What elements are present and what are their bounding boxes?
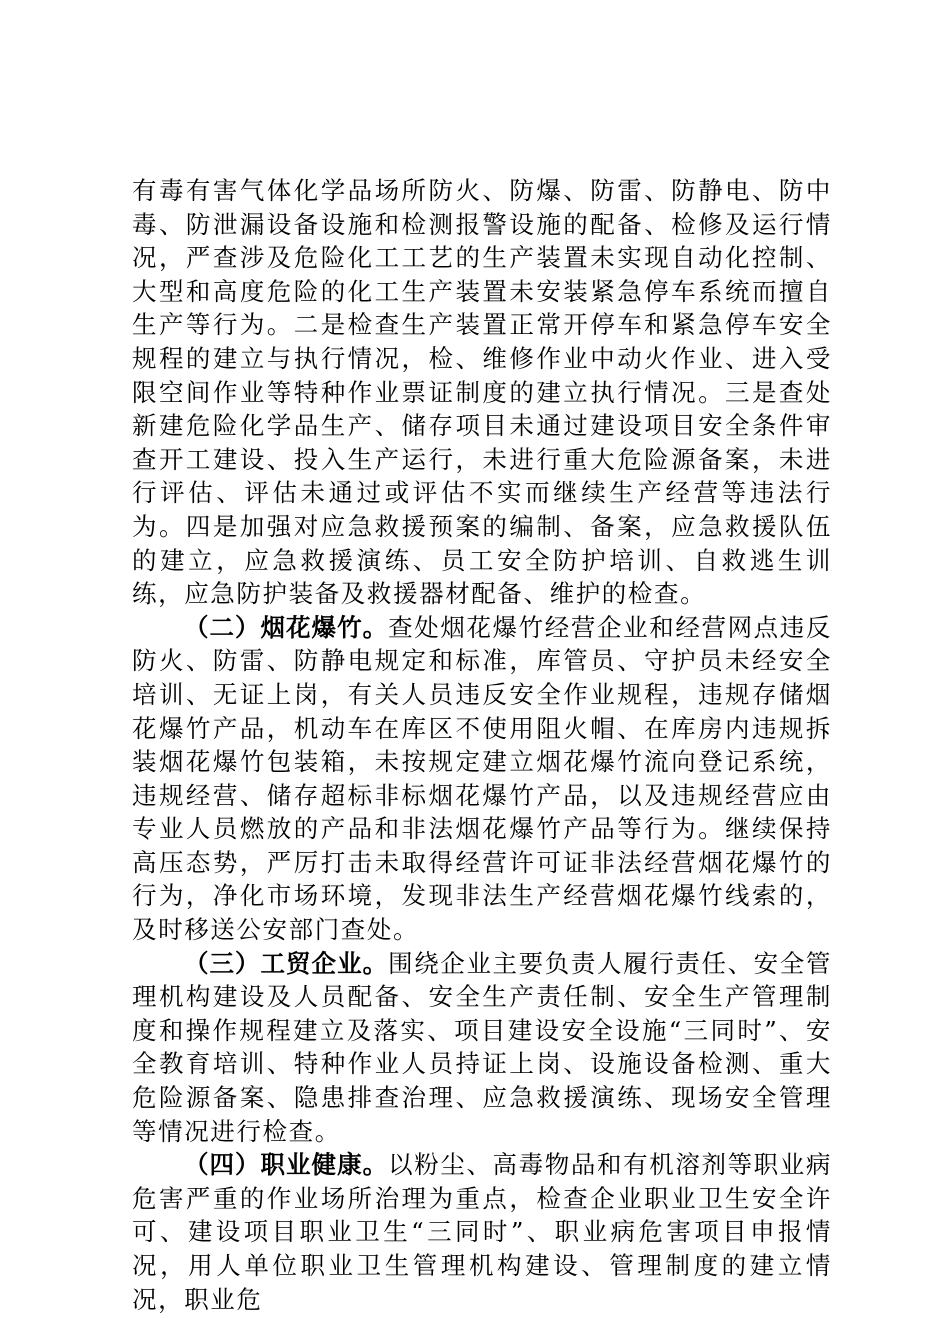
paragraph-text: 有毒有害气体化学品场所防火、防爆、防雷、防静电、防中毒、防泄漏设备设施和检测报警设施的配备、检修及运行情况，严查涉及危险化工工艺的生产装置未实现自动化控制、大型和高度危险的化工生产装置未安装紧急停车系统而擅自生产等行为。二是检查生产装置正常开停车和紧急停车安全规程的建立与执行情况，检、维修作业中动火作业、进入受限空间作业等特种作业票证制度的建立执行情况。三是查处新建危险化学品生产、储存项目未通过建设项目安全条件审查开工建设、投入生产运行，未进行重大危险源备案，未进行评估、评估未通过或评估不实而继续生产经营等违法行为。四是加强对应急救援预案的编制、备案，应急救援队伍的建立，应急救援演练、员工安全防护培训、自救逃生训练，应急防护装备及救援器材配备、维护的检查。 [132,176,832,609]
paragraph-fireworks [132,611,832,947]
paragraph-occupational-health [132,1148,832,1316]
paragraph-industry-trade [132,947,832,1149]
paragraph-text: 查处烟花爆竹经营企业和经营网点违反防火、防雷、防静电规定和标准，库管员、守护员未经安全培训、无证上岗，有关人员违反安全作业规程，违规存储烟花爆竹产品，机动车在库区不使用阻火帽、在库房内违规拆装烟花爆竹包装箱，未按规定建立烟花爆竹流向登记系统，违规经营、储存超标非标烟花爆竹产品，以及违规经营应由专业人员燃放的产品和非法烟花爆竹产品等行为。继续保持高压态势，严厉打击未取得经营许可证非法经营烟花爆竹的行为，净化市场环境，发现非法生产经营烟花爆竹线索的，及时移送公安部门查处。 [132,612,833,945]
paragraph-text: 围绕企业主要负责人履行责任、安全管理机构建设及人员配备、安全生产责任制、安全生产管理制度和操作规程建立及落实、项目建设安全设施“三同时”、安全教育培训、特种作业人员持证上岗、设施设备检测、重大危险源备案、隐患排查治理、应急救援演练、现场安全管理等情况进行检查。 [132,948,833,1146]
document-body [132,174,832,1316]
paragraph-hazardous-chemicals [132,174,832,611]
section-heading-occupational-health: （四）职业健康。 [184,1150,389,1180]
section-heading-industry-trade: （三）工贸企业。 [184,948,389,978]
section-heading-fireworks: （二）烟花爆竹。 [184,612,389,642]
paragraph-text: 以粉尘、高毒物品和有机溶剂等职业病危害严重的作业场所治理为重点，检查企业职业卫生安全许可、建设项目职业卫生“三同时”、职业病危害项目申报情况，用人单位职业卫生管理机构建设、管理制度的建立情况，职业危 [132,1150,833,1314]
